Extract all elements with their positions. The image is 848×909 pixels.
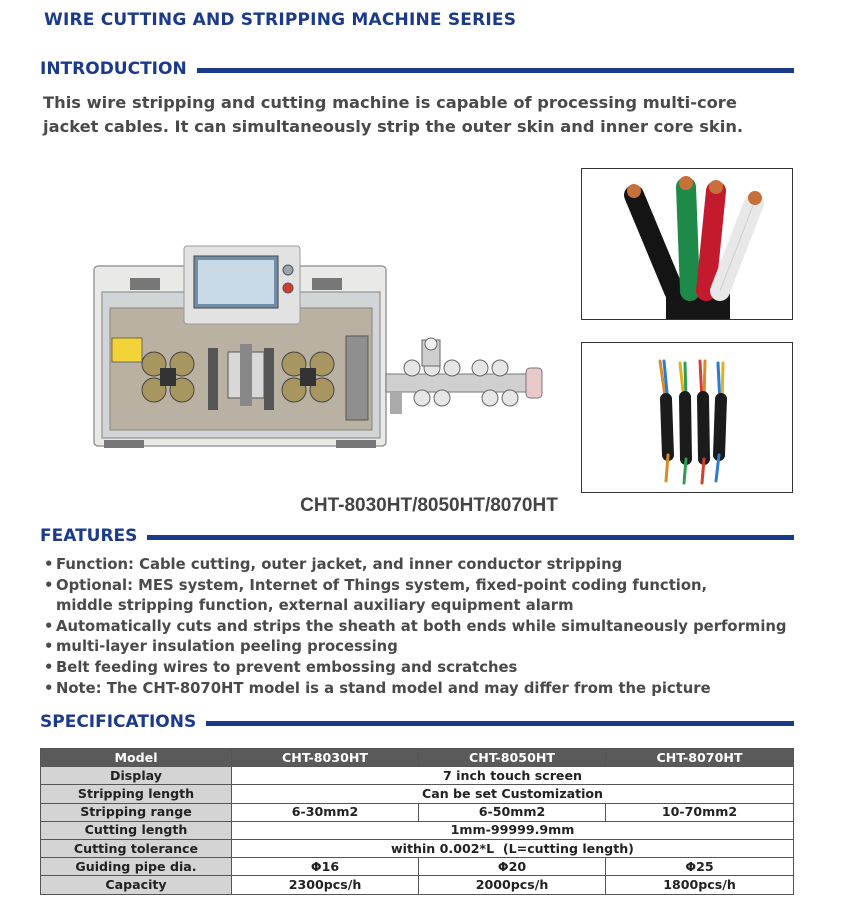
feature-item [44,576,804,597]
row-label: Display [41,767,232,785]
table-row-stripping-length [41,785,794,803]
row-value: Φ20 [419,858,606,876]
table-row-capacity [41,876,794,894]
emergency-stop-icon [283,283,293,293]
row-value: 2300pcs/h [232,876,419,894]
feature-item [44,679,804,700]
table-row-cutting-length [41,821,794,839]
stripped-wires-photo [581,342,793,493]
row-value: 1mm-99999.9mm [232,821,794,839]
features-heading-label: FEATURES [40,526,138,546]
features-heading-rule [147,535,794,540]
introduction-line-1: This wire stripping and cutting machine is capable of processing multi-core [43,93,737,112]
row-value: within 0.002*L (L=cutting length) [232,839,794,857]
row-value: 10-70mm2 [606,803,794,821]
header-cell-model: Model [41,749,232,767]
introduction-text [43,91,803,139]
bullet-icon: • [44,617,54,635]
feature-item [44,637,804,658]
multi-core-cable-icon [582,169,793,320]
feature-item [44,617,804,638]
header-cell-cht-8070ht: CHT-8070HT [606,749,794,767]
row-value: 7 inch touch screen [232,767,794,785]
bullet-icon: • [44,679,54,697]
introduction-heading-label: INTRODUCTION [40,59,187,79]
row-value: Φ25 [606,858,794,876]
introduction-heading-rule [197,68,794,73]
feature-text: Optional: MES system, Internet of Things system, fixed-point coding function, [56,576,708,594]
features-list [44,555,804,699]
row-value: 2000pcs/h [419,876,606,894]
row-value: Can be set Customization [232,785,794,803]
introduction-heading [40,59,794,79]
header-cell-cht-8030ht: CHT-8030HT [232,749,419,767]
stripped-wires-icon [582,343,793,493]
row-label: Cutting length [41,821,232,839]
feature-text: multi-layer insulation peeling processing [56,638,398,656]
row-value: Φ16 [232,858,419,876]
row-label: Stripping length [41,785,232,803]
introduction-line-2: jacket cables. It can simultaneously strip the outer skin and inner core skin. [43,117,744,136]
multi-core-cable-photo [581,168,793,320]
feature-text: Belt feeding wires to prevent embossing and scratches [56,658,518,676]
features-heading [40,526,794,546]
feature-text: Automatically cuts and strips the sheath at both ends while simultaneously performing [56,617,787,635]
row-value: 1800pcs/h [606,876,794,894]
specifications-heading [40,712,794,732]
bullet-icon: • [44,556,54,573]
feature-item [44,555,804,576]
specifications-heading-rule [206,721,794,726]
table-row-display [41,767,794,785]
feature-item [44,658,804,679]
feature-item-continuation [44,596,804,617]
table-header-row [41,749,794,767]
bullet-icon: • [44,658,54,676]
feature-text: middle stripping function, external auxiliary equipment alarm [56,597,574,615]
bullet-icon: • [44,638,54,656]
table-row-cutting-tolerance [41,839,794,857]
specifications-heading-label: SPECIFICATIONS [40,712,197,732]
table-row-guiding-pipe [41,858,794,876]
header-cell-cht-8050ht: CHT-8050HT [419,749,606,767]
row-label: Stripping range [41,803,232,821]
specifications-table [40,748,794,895]
bullet-icon: • [44,576,54,594]
feature-text: Note: The CHT-8070HT model is a stand model and may differ from the picture [56,679,711,697]
models-caption: CHT-8030HT/8050HT/8070HT [300,495,558,516]
row-label: Capacity [41,876,232,894]
row-value: 6-30mm2 [232,803,419,821]
wire-straightener-icon [386,338,542,414]
row-label: Guiding pipe dia. [41,858,232,876]
machine-image [90,240,560,458]
row-value: 6-50mm2 [419,803,606,821]
feature-text: Function: Cable cutting, outer jacket, and inner conductor stripping [56,556,623,573]
page-title: WIRE CUTTING AND STRIPPING MACHINE SERIES [44,10,517,30]
row-label: Cutting tolerance [41,839,232,857]
table-row-stripping-range [41,803,794,821]
